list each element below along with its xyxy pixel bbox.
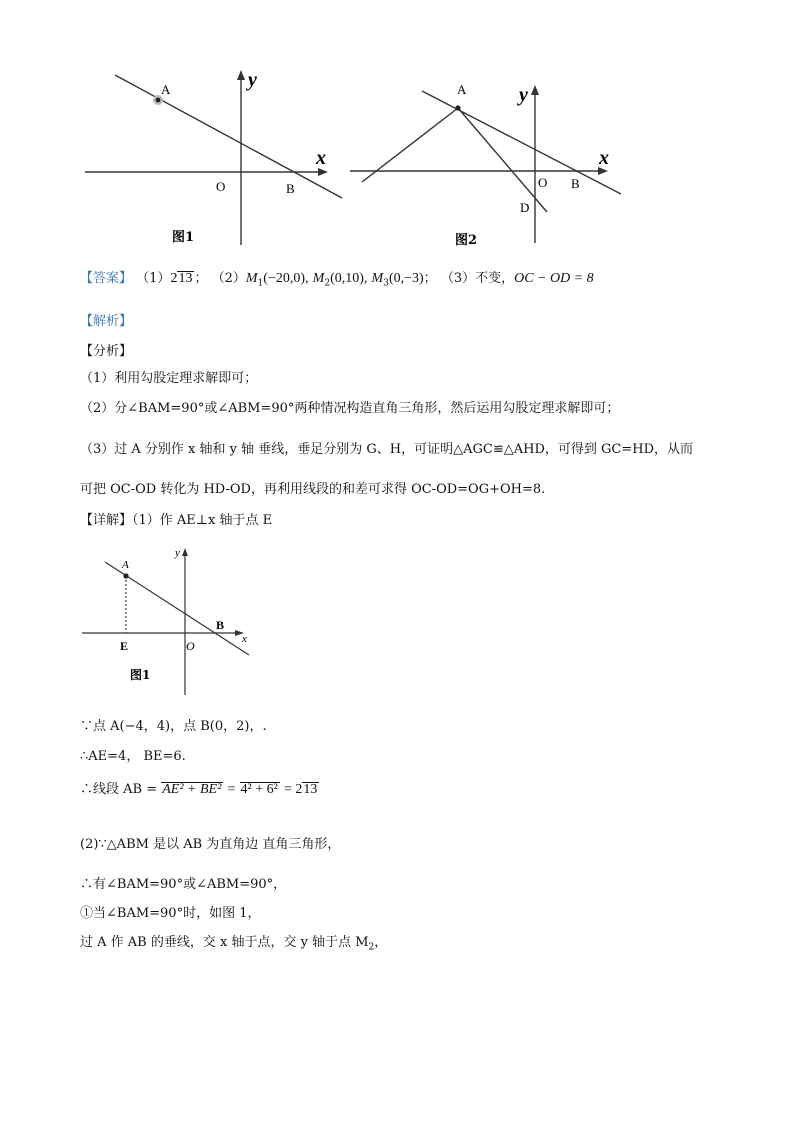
figure-2 <box>345 75 630 250</box>
detail-step-3-eq1: = <box>227 782 236 797</box>
answer-m3: M <box>371 271 384 286</box>
label-y: y <box>248 69 257 91</box>
detail-step-3-rad2: 4² + 6² <box>240 782 278 797</box>
detail-intro-text: （1）作 AE⊥x 轴于点 E <box>132 513 273 528</box>
y-axis-arrow <box>237 70 245 80</box>
label-b: B <box>571 176 580 191</box>
caption-fig2: 图2 <box>455 233 478 248</box>
x-axis-arrow <box>318 168 328 176</box>
detail-step-2: ∴AE=4， BE=6. <box>80 749 186 764</box>
analysis-line-2: （2）分∠BAM=90°或∠ABM=90°两种情况构造直角三角形，然后运用勾股定理求解即可； <box>80 401 620 416</box>
y-axis-arrow <box>182 548 188 556</box>
label-x: x <box>242 633 247 645</box>
detail-step-3-rad1: AE² + BE² <box>162 782 222 797</box>
detail-part2-perp-end: ， <box>374 935 388 950</box>
answer-part2-prefix: （2） <box>211 271 246 286</box>
label-a: A <box>161 82 171 97</box>
answer-m1-coord: (−20,0), <box>263 271 309 286</box>
label-d: D <box>520 200 530 215</box>
point-a-dot <box>455 105 460 110</box>
detail-part2-perp-sub: 2 <box>368 942 375 953</box>
analysis-line-3: （3）过 A 分别作 x 轴和 y 轴 垂线，垂足分别为 G、H，可证明△AGC≌△AHD，可得到 GC=HD，从而 <box>80 442 693 457</box>
answer-m2-sub: 2 <box>324 278 331 289</box>
y-axis-arrow <box>531 85 539 95</box>
line-ab <box>422 91 621 194</box>
label-e: E <box>120 639 129 653</box>
label-o: O <box>216 179 226 194</box>
answer-part3-prefix: （3）不变， <box>440 271 515 286</box>
detail-step-3-eq2: = 2 <box>283 782 303 797</box>
answer-m2: M <box>312 271 325 286</box>
analysis-line-4: 可把 OC-OD 转化为 HD-OD，再利用线段的和差可求得 OC-OD=OG+OH=8. <box>80 482 546 497</box>
line-ad <box>458 108 547 212</box>
line-ab <box>115 75 342 198</box>
answer-part2-sep: ； <box>423 271 437 286</box>
label-b: B <box>216 618 225 632</box>
answer-m3-coord: (0,−3) <box>388 271 424 286</box>
answer-part1-coef: 2 <box>170 271 178 286</box>
detail-part2-perp <box>80 934 387 957</box>
label-o: O <box>538 175 548 190</box>
detail-step-3 <box>80 781 319 799</box>
detail-intro <box>80 512 272 530</box>
caption-fig1-detail: 图1 <box>130 668 151 682</box>
label-x: x <box>599 147 609 169</box>
detail-part2-intro: (2)∵△ABM 是以 AB 为直角边 直角三角形， <box>80 837 341 852</box>
answer-part3-expr: OC − OD = 8 <box>514 271 594 286</box>
analysis-tag: 【解析】 <box>80 314 133 329</box>
detail-part2-perp-text: 过 A 作 AB 的垂线，交 x 轴于点，交 y 轴于点 M <box>80 935 369 950</box>
answer-line <box>80 270 594 293</box>
label-a: A <box>122 559 129 571</box>
label-x: x <box>316 147 326 169</box>
answer-m2-coord: (0,10), <box>330 271 368 286</box>
detail-part2-case: ∴有∠BAM=90°或∠ABM=90°， <box>80 877 287 892</box>
detail-step-3-rad3: 13 <box>303 782 318 797</box>
caption-fig1: 图1 <box>172 230 195 245</box>
detail-figure <box>78 540 263 700</box>
detail-part2-case1: ①当∠BAM=90°时，如图 1， <box>80 906 261 921</box>
label-b: B <box>286 181 295 196</box>
answer-part1-radicand: 13 <box>178 271 193 286</box>
label-y: y <box>175 547 180 559</box>
label-y: y <box>519 84 528 106</box>
detail-tag: 【详解】 <box>80 513 133 528</box>
label-o: O <box>186 639 195 653</box>
answer-m1: M <box>245 271 258 286</box>
answer-m3-sub: 3 <box>383 278 389 289</box>
analysis-line-1: （1）利用勾股定理求解即可； <box>80 371 258 386</box>
analysis-heading: 【分析】 <box>80 344 133 359</box>
answer-tag: 【答案】 <box>80 271 133 286</box>
point-a-dot <box>156 98 161 103</box>
answer-m1-sub: 1 <box>257 278 264 289</box>
answer-part1-sep: ； <box>194 271 208 286</box>
detail-step-1: ∵点 A(−4，4)，点 B(0，2)，. <box>80 719 267 734</box>
label-a: A <box>457 82 467 97</box>
answer-part1-prefix: （1） <box>136 271 171 286</box>
figure-1 <box>80 60 350 250</box>
detail-step-3-prefix: ∴线段 AB = <box>80 782 158 797</box>
point-a-dot <box>123 573 128 578</box>
